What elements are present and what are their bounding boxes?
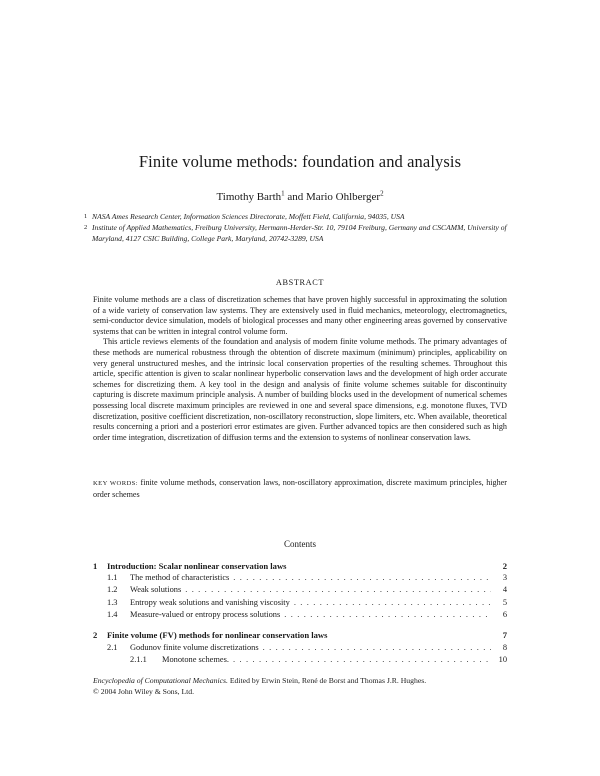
toc-page: 5 [502,598,507,607]
affiliation-mark: 2 [380,189,384,198]
affiliation-2 [84,223,522,244]
affiliation-number: 1 [84,213,88,220]
toc-title: The method of characteristics [130,573,230,582]
author-name: Timothy Barth [216,191,282,203]
toc-leader [284,610,491,619]
toc-page: 2 [502,561,507,571]
toc-page: 4 [502,585,507,594]
toc-number: 1 [93,561,98,571]
affiliation-mark: 1 [281,189,285,198]
toc-number: 2 [93,630,98,640]
publication-footer [93,676,513,697]
toc-title: Introduction: Scalar nonlinear conservation laws [107,561,287,571]
toc-title: Entropy weak solutions and vanishing viscosity [130,598,290,607]
toc-page: 3 [502,573,507,582]
toc-page: 6 [502,610,507,619]
toc-entry[interactable] [107,573,507,582]
toc-leader [263,643,491,652]
toc-number: 1.3 [107,598,118,607]
toc-number: 1.2 [107,585,118,594]
keywords [93,478,507,500]
keywords-label: KEY WORDS: [93,480,138,487]
toc-title: Finite volume (FV) methods for nonlinear conservation laws [107,630,328,640]
toc-entry[interactable] [107,585,507,594]
toc-entry[interactable] [107,610,507,619]
contents-heading: Contents [283,539,316,549]
toc-entry[interactable] [107,643,507,652]
toc-leader [233,573,491,582]
footer-encyclopedia: Encyclopedia of Computational Mechanics. [93,676,228,685]
toc-leader [294,598,491,607]
toc-number: 2.1 [107,643,118,652]
toc-leader [185,585,491,594]
abstract-paragraph: Finite volume methods are a class of discretization schemes that have proven highly successful in approximating the solution of a wide variety of conservation law systems. They are extensively used in fluid mechanics, meteorology, electromagnetics, semi-conductor device simulation, models of biological processes and many other engineering areas governed by conservative systems that can be written in integral control volume form. [93,295,507,336]
affiliation-number: 2 [84,224,88,231]
keywords-text: finite volume methods, conservation laws, non-oscillatory approximation, discrete maximum principles, higher order schemes [93,478,507,499]
toc-number: 2.1.1 [130,655,147,664]
abstract-heading: ABSTRACT [275,278,325,287]
toc-entry[interactable] [130,655,507,664]
toc-page: 7 [502,630,507,640]
author-line [0,191,600,203]
toc-title: Monotone schemes. [162,655,229,664]
toc-title: Measure-valued or entropy process solutions [130,610,281,619]
toc-entry[interactable] [93,630,507,640]
toc-page: 8 [502,643,507,652]
toc-entry[interactable] [93,561,507,571]
footer-copyright: © 2004 John Wiley & Sons, Ltd. [93,686,195,696]
footer-citation [93,676,513,687]
toc-number: 1.4 [107,610,118,619]
author-name: Mario Ohlberger [306,191,381,203]
abstract-body [93,295,507,443]
affiliation-1 [84,212,522,223]
toc-entry[interactable] [107,598,507,607]
toc-title: Weak solutions [130,585,182,594]
abstract-paragraph: This article reviews elements of the foundation and analysis of modern finite volume methods. The primary advantages of these methods are numerical robustness through the obtention of discrete maximum (minimum) principles, applicability on very general unstructured meshes, and the intrinsic local conservation properties of the resulting schemes. Throughout this article, specific attention is given to scalar nonlinear hyperbolic conservation laws and the development of high order accurate schemes for discretizing them. A key tool in the design and analysis of finite volume schemes suitable for discontinuity capturing is discrete maximum principle analysis. A number of building blocks used in the development of numerical schemes possessing local discrete maximum principles are reviewed in one and several space dimensions, e.g. monotone fluxes, TVD discretization, positive coefficient discretization, non-oscillatory reconstruction, slope limiters, etc. When available, theoretical results concerning a priori and a posteriori error estimates are given. Further advanced topics are then considered such as high order time integration, discretization of diffusion terms and the extension to systems of nonlinear conservation laws. [93,337,507,442]
footer-editors: Edited by Erwin Stein, René de Borst and Thomas J.R. Hughes. [229,676,427,685]
toc-title: Godunov finite volume discretizations [130,643,259,652]
author-conjunction: and [287,191,304,203]
affiliation-text: NASA Ames Research Center, Information Sciences Directorate, Moffett Field, California, 94035, USA [92,212,405,221]
paper-title: Finite volume methods: foundation and analysis [138,152,462,171]
toc-page: 10 [498,655,507,664]
toc-number: 1.1 [107,573,118,582]
toc-leader [233,655,491,664]
affiliation-text: Institute of Applied Mathematics, Freiburg University, Hermann-Herder-Str. 10, 79104 Freiburg, Germany and CSCAMM, University of Maryland, 4127 CSIC Building, College Park, Maryland, 20742-3289, USA [92,223,507,243]
